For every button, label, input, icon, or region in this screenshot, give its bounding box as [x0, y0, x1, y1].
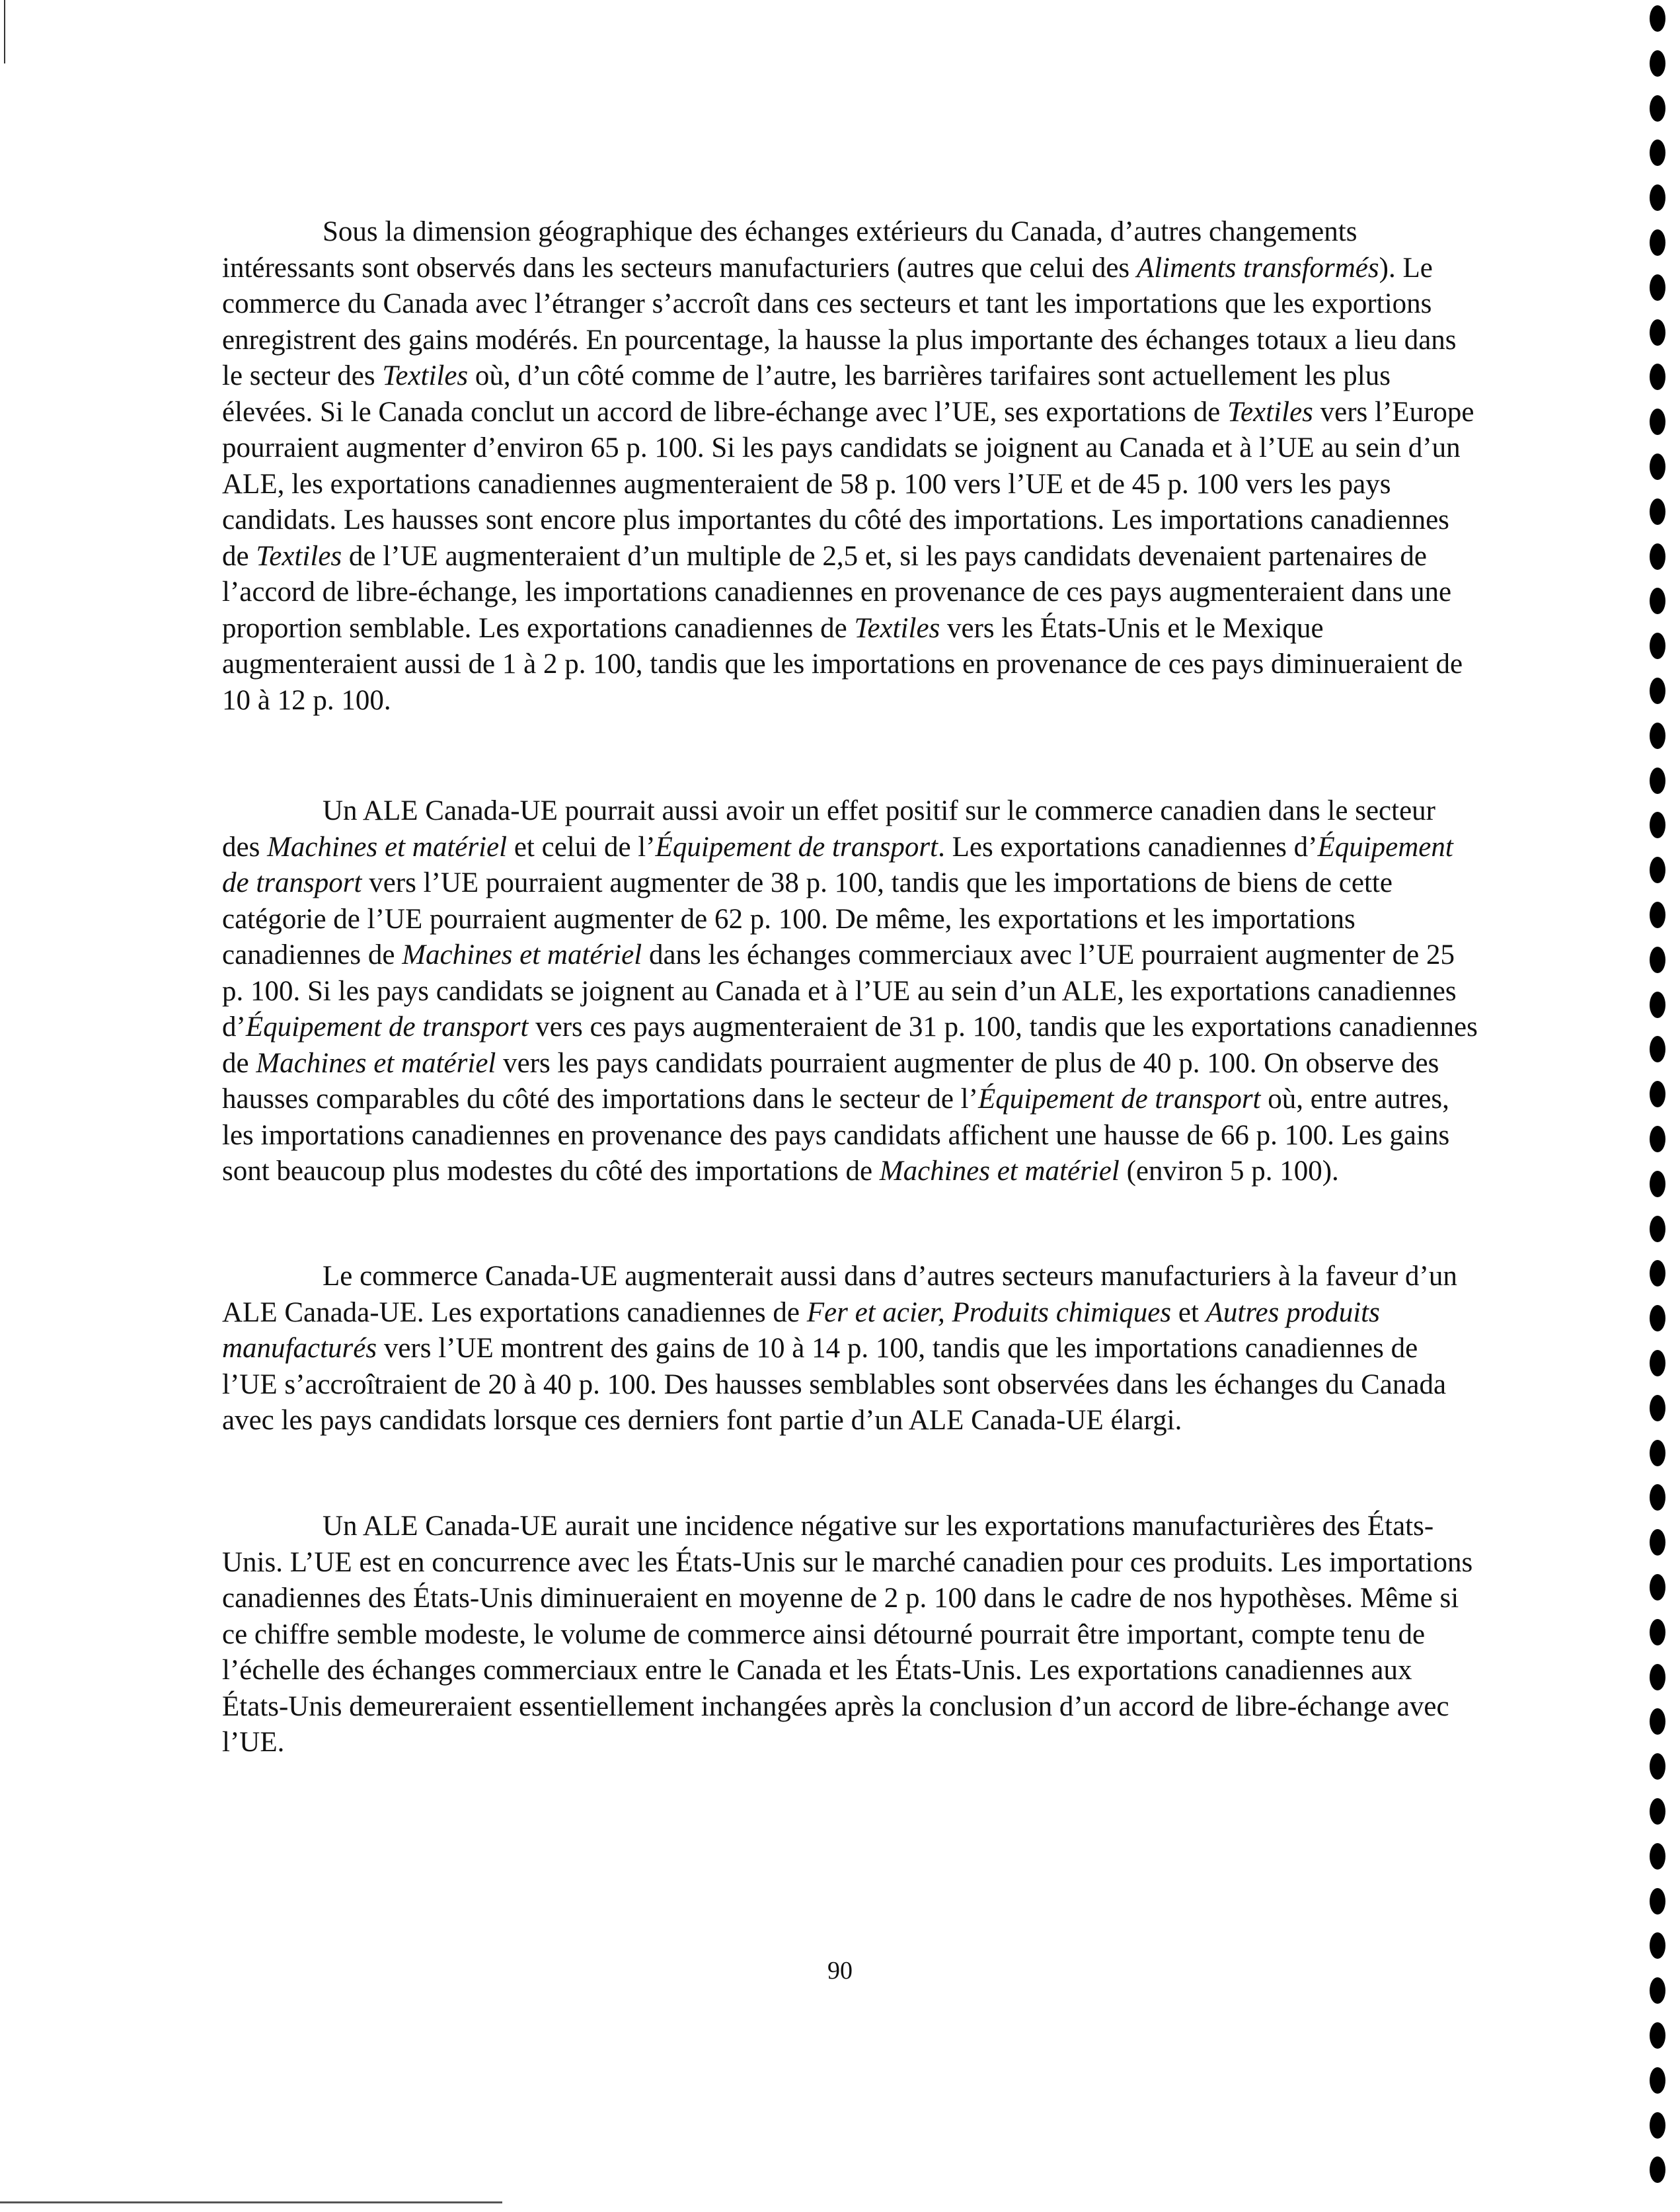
binding-hole [1650, 857, 1665, 883]
italic-run: Textiles [256, 540, 342, 572]
binding-hole [1650, 1036, 1665, 1062]
text-run: où, entre autres, les importations canadiennes en provenance des pays candidats affichent une hausse de 66 p. 100. Les gains sont beaucoup plus modestes du côté des importations de [222, 1084, 1450, 1187]
binding-hole [1650, 1216, 1665, 1242]
text-run: et [1171, 1296, 1206, 1328]
scan-edge-left [4, 0, 5, 63]
binding-hole [1650, 5, 1665, 32]
italic-run: Équipement de transport [977, 1084, 1261, 1115]
italic-run: Machines et matériel [402, 939, 642, 970]
page-number: 90 [827, 1957, 853, 1985]
italic-run: Machines et matériel [267, 831, 508, 863]
binding-hole [1650, 2112, 1665, 2139]
paragraph-3 [222, 1259, 1478, 1439]
binding-hole [1650, 184, 1665, 211]
text-run: vers les États-Unis et le Mexique augmenteraient aussi de 1 à 2 p. 100, tandis que les importations en provenance de ces pays diminueraient de 10 à 12 p. 100. [222, 612, 1463, 716]
binding-hole [1650, 947, 1665, 973]
binding-hole [1650, 95, 1665, 122]
binding-hole [1650, 1171, 1665, 1197]
italic-run: Équipement de transport [222, 831, 1453, 898]
binding-hole [1650, 1664, 1665, 1690]
text-run: Un ALE Canada-UE pourrait aussi avoir un effet positif sur le commerce canadien dans le secteur des [222, 795, 1435, 863]
binding-hole [1650, 2156, 1665, 2183]
binding-hole [1650, 992, 1665, 1018]
text-run: Sous la dimension géographique des échanges extérieurs du Canada, d’autres changements intéressants sont observés dans les secteurs manufacturiers (autres que celui des [222, 216, 1357, 284]
italic-run: Équipement de transport [245, 1011, 529, 1043]
binding-hole [1650, 1395, 1665, 1421]
binding-hole [1650, 229, 1665, 256]
binding-hole [1650, 1126, 1665, 1152]
binding-hole [1650, 678, 1665, 704]
binding-hole [1650, 50, 1665, 77]
binding-hole [1650, 274, 1665, 301]
paragraph-text [222, 1259, 1478, 1439]
paragraph-2 [222, 793, 1478, 1190]
binding-hole [1650, 1753, 1665, 1780]
italic-run: Autres produits manufacturés [222, 1296, 1380, 1364]
binding-hole [1650, 1529, 1665, 1556]
italic-run: Aliments transformés [1136, 252, 1379, 284]
text-run: vers l’UE montrent des gains de 10 à 14 p. 100, tandis que les importations canadiennes de l’UE s’accroîtraient de 20 à 40 p. 100. Des hausses semblables sont observées dans les échanges du Canada avec les pays candidats lorsque ces derniers font partie d’un ALE Canada-UE élargi. [222, 1333, 1447, 1436]
text-run: dans les échanges commerciaux avec l’UE pourraient augmenter de 25 p. 100. Si les pays candidats se joignent au Canada et à l’UE au sein d’un ALE, les exportations canadiennes d’ [222, 939, 1457, 1043]
text-run: (environ 5 p. 100). [1119, 1156, 1339, 1187]
binding-hole [1650, 543, 1665, 570]
text-run: de l’UE augmenteraient d’un multiple de 2,5 et, si les pays candidats devenaient partenaires de l’accord de libre-échange, les importations canadiennes en provenance de ces pays augmenteraient dans une proportion semblable. Les exportations canadiennes de [222, 540, 1452, 644]
binding-hole [1650, 1484, 1665, 1511]
binding-hole [1650, 1932, 1665, 1959]
binding-hole [1650, 1305, 1665, 1331]
paragraph-text [222, 1509, 1478, 1761]
text-run: ). Le commerce du Canada avec l’étranger s’accroît dans ces secteurs et tant les importations que les exportions enregistrent des gains modérés. En pourcentage, la hausse la plus importante des échanges totaux a lieu dans le secteur des [222, 252, 1457, 391]
binding-hole [1650, 319, 1665, 346]
text-run: vers l’Europe pourraient augmenter d’environ 65 p. 100. Si les pays candidats se joignent au Canada et à l’UE au sein d’un ALE, les exportations canadiennes augmenteraient de 58 p. 100 vers l’UE et de 45 p. 100 vers les pays candidats. Les hausses sont encore plus importantes du côté des importations. Les importations canadiennes de [222, 396, 1474, 572]
paragraph-text [222, 214, 1478, 719]
binding-hole [1650, 2022, 1665, 2049]
paragraph-1 [222, 214, 1478, 719]
binding-hole [1650, 2067, 1665, 2094]
binding-hole [1650, 1977, 1665, 2004]
paragraph-text [222, 793, 1478, 1190]
binding-hole [1650, 812, 1665, 838]
binding-hole [1650, 364, 1665, 390]
italic-run: Fer et acier, Produits chimiques [806, 1296, 1172, 1328]
binding-holes [1647, 0, 1673, 2212]
binding-hole [1650, 1440, 1665, 1466]
text-run: vers l’UE pourraient augmenter de 38 p. 100, tandis que les importations de biens de cette catégorie de l’UE pourraient augmenter de 62 p. 100. De même, les exportations et les importations canadiennes de [222, 867, 1393, 970]
binding-hole [1650, 1888, 1665, 1915]
binding-hole [1650, 1081, 1665, 1107]
binding-hole [1650, 768, 1665, 794]
italic-run: Textiles [382, 360, 469, 391]
text-run: et celui de l’ [507, 831, 656, 863]
binding-hole [1650, 902, 1665, 928]
binding-hole [1650, 1798, 1665, 1825]
binding-hole [1650, 588, 1665, 614]
italic-run: Machines et matériel [256, 1047, 496, 1079]
binding-hole [1650, 409, 1665, 435]
italic-run: Machines et matériel [879, 1156, 1120, 1187]
italic-run: Textiles [1227, 396, 1313, 428]
binding-hole [1650, 1260, 1665, 1286]
text-run: Le commerce Canada-UE augmenterait aussi dans d’autres secteurs manufacturiers à la faveur d’un ALE Canada-UE. Les exportations canadiennes de [222, 1261, 1457, 1328]
binding-hole [1650, 1350, 1665, 1376]
scan-edge-bottom [0, 2201, 502, 2203]
binding-hole [1650, 454, 1665, 480]
binding-hole [1650, 1843, 1665, 1870]
binding-hole [1650, 139, 1665, 166]
text-run: où, d’un côté comme de l’autre, les barrières tarifaires sont actuellement les plus élevées. Si le Canada conclut un accord de libre-échange avec l’UE, ses exportations de [222, 360, 1391, 428]
binding-hole [1650, 723, 1665, 749]
binding-hole [1650, 1574, 1665, 1600]
text-run: Un ALE Canada-UE aurait une incidence négative sur les exportations manufacturières des États-Unis. L’UE est en concurrence avec les États-Unis sur le marché canadien pour ces produits. Les importations canadiennes des États-Unis diminueraient en moyenne de 2 p. 100 dans le cadre de nos hypothèses. Même si ce chiffre semble modeste, le volume de commerce ainsi détourné pourrait être important, compte tenu de l’échelle des échanges commerciaux entre le Canada et les États-Unis. Les exportations canadiennes aux États-Unis demeureraient essentiellement inchangées après la conclusion d’un accord de libre-échange avec l’UE. [222, 1511, 1473, 1758]
text-run: vers ces pays augmenteraient de 31 p. 100, tandis que les exportations canadiennes de [222, 1011, 1478, 1079]
text-run: vers les pays candidats pourraient augmenter de plus de 40 p. 100. On observe des hausses comparables du côté des importations dans le secteur de l’ [222, 1047, 1439, 1115]
italic-run: Textiles [854, 612, 940, 644]
binding-hole [1650, 498, 1665, 525]
binding-hole [1650, 1619, 1665, 1645]
paragraph-4 [222, 1509, 1478, 1761]
binding-hole [1650, 1708, 1665, 1735]
binding-hole [1650, 633, 1665, 659]
text-run: . Les exportations canadiennes d’ [938, 831, 1318, 863]
italic-run: Équipement de transport [655, 831, 938, 863]
